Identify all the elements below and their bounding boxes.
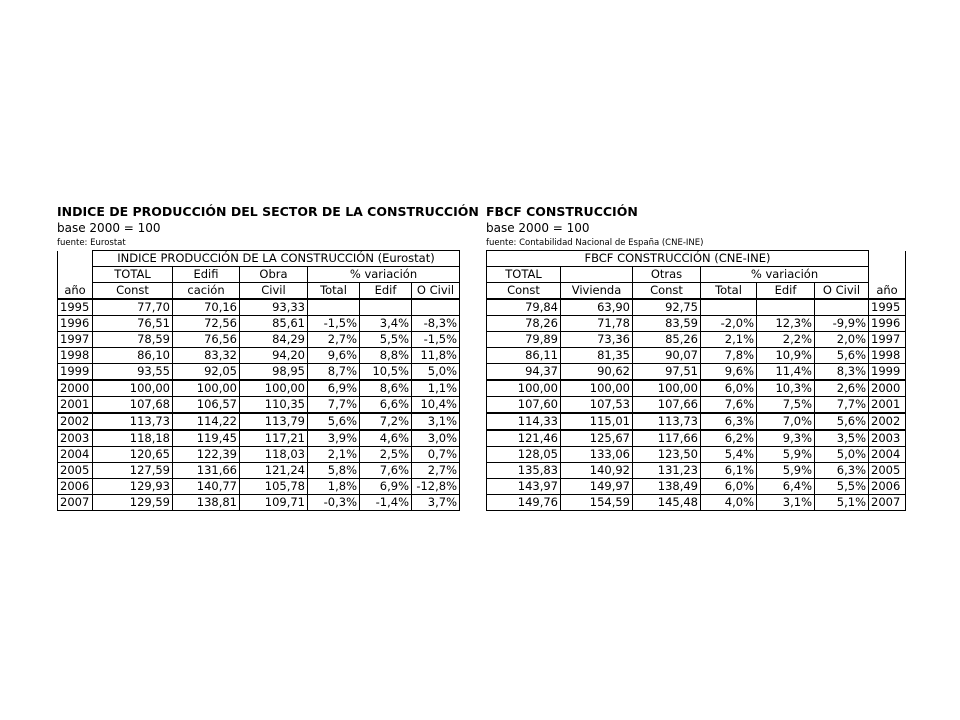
- value-cell: -1,5%: [412, 332, 460, 348]
- table-row: [487, 364, 906, 381]
- value-cell: 0,7%: [412, 447, 460, 463]
- value-cell: 85,61: [240, 316, 308, 332]
- value-cell: 84,29: [240, 332, 308, 348]
- value-cell: 5,5%: [360, 332, 412, 348]
- column-header: TOTAL: [487, 267, 561, 283]
- value-cell: 7,7%: [815, 397, 869, 414]
- column-header: O Civil: [815, 283, 869, 300]
- value-cell: 90,62: [561, 364, 633, 381]
- value-cell: 6,3%: [815, 463, 869, 479]
- value-cell: 12,3%: [757, 316, 815, 332]
- value-cell: 100,00: [240, 380, 308, 397]
- value-cell: -1,5%: [308, 316, 360, 332]
- value-cell: 76,51: [93, 316, 173, 332]
- value-cell: 94,37: [487, 364, 561, 381]
- value-cell: 113,73: [633, 413, 701, 430]
- year-cell: 2001: [58, 397, 93, 414]
- value-cell: 5,9%: [757, 463, 815, 479]
- value-cell: 2,7%: [308, 332, 360, 348]
- table-row: [487, 380, 906, 397]
- value-cell: 143,97: [487, 479, 561, 495]
- value-cell: 10,9%: [757, 348, 815, 364]
- column-header: O Civil: [412, 283, 460, 300]
- year-header-spacer: [869, 251, 906, 267]
- value-cell: 3,4%: [360, 316, 412, 332]
- value-cell: 7,2%: [360, 413, 412, 430]
- value-cell: 100,00: [173, 380, 240, 397]
- value-cell: [360, 299, 412, 316]
- value-cell: 107,60: [487, 397, 561, 414]
- value-cell: 94,20: [240, 348, 308, 364]
- value-cell: [308, 299, 360, 316]
- value-cell: 79,89: [487, 332, 561, 348]
- value-cell: 5,0%: [412, 364, 460, 381]
- value-cell: 3,9%: [308, 430, 360, 447]
- value-cell: 121,24: [240, 463, 308, 479]
- year-header-spacer: [869, 267, 906, 283]
- value-cell: 118,03: [240, 447, 308, 463]
- value-cell: 6,4%: [757, 479, 815, 495]
- column-header: Total: [701, 283, 757, 300]
- year-column-header: año: [58, 283, 93, 300]
- value-cell: 2,0%: [815, 332, 869, 348]
- value-cell: 4,0%: [701, 495, 757, 511]
- column-header: Vivienda: [561, 283, 633, 300]
- value-cell: 8,6%: [360, 380, 412, 397]
- value-cell: 7,6%: [701, 397, 757, 414]
- value-cell: 121,46: [487, 430, 561, 447]
- construction-production-index-section: [57, 203, 479, 511]
- value-cell: 9,3%: [757, 430, 815, 447]
- table-row: [58, 463, 460, 479]
- value-cell: 71,78: [561, 316, 633, 332]
- value-cell: 76,56: [173, 332, 240, 348]
- production-index-table: [57, 250, 460, 511]
- year-cell: 2002: [58, 413, 93, 430]
- value-cell: 92,05: [173, 364, 240, 381]
- value-cell: 113,73: [93, 413, 173, 430]
- section-title: INDICE DE PRODUCCIÓN DEL SECTOR DE LA CONSTRUCCIÓN: [57, 204, 479, 219]
- value-cell: 9,6%: [308, 348, 360, 364]
- value-cell: 10,5%: [360, 364, 412, 381]
- value-cell: 83,59: [633, 316, 701, 332]
- value-cell: 140,92: [561, 463, 633, 479]
- value-cell: 138,81: [173, 495, 240, 511]
- value-cell: [701, 299, 757, 316]
- table-row: [58, 332, 460, 348]
- source-note: fuente: Contabilidad Nacional de España (CNE-INE): [486, 238, 704, 248]
- value-cell: 100,00: [633, 380, 701, 397]
- value-cell: 7,0%: [757, 413, 815, 430]
- value-cell: [412, 299, 460, 316]
- value-cell: 8,7%: [308, 364, 360, 381]
- column-header: Edifi: [173, 267, 240, 283]
- value-cell: 5,1%: [815, 495, 869, 511]
- table-row: [58, 413, 460, 430]
- value-cell: -8,3%: [412, 316, 460, 332]
- year-cell: 2001: [869, 397, 906, 414]
- table-row: [487, 479, 906, 495]
- column-header: TOTAL: [93, 267, 173, 283]
- column-header: Otras: [633, 267, 701, 283]
- year-cell: 1998: [869, 348, 906, 364]
- year-cell: 1995: [58, 299, 93, 316]
- table-row: [487, 447, 906, 463]
- table-row: [58, 299, 460, 316]
- value-cell: 9,6%: [701, 364, 757, 381]
- value-cell: 86,10: [93, 348, 173, 364]
- year-header-spacer: [58, 267, 93, 283]
- year-column-header: año: [869, 283, 906, 300]
- value-cell: 154,59: [561, 495, 633, 511]
- table-row: [58, 380, 460, 397]
- value-cell: 128,05: [487, 447, 561, 463]
- value-cell: 107,53: [561, 397, 633, 414]
- value-cell: 133,06: [561, 447, 633, 463]
- table-row: [58, 316, 460, 332]
- value-cell: 5,9%: [757, 447, 815, 463]
- value-cell: 6,9%: [360, 479, 412, 495]
- value-cell: 78,59: [93, 332, 173, 348]
- value-cell: 5,5%: [815, 479, 869, 495]
- value-cell: 119,45: [173, 430, 240, 447]
- value-cell: 92,75: [633, 299, 701, 316]
- table-body: [487, 299, 906, 511]
- value-cell: 8,8%: [360, 348, 412, 364]
- year-cell: 2004: [58, 447, 93, 463]
- year-cell: 2007: [58, 495, 93, 511]
- value-cell: 6,1%: [701, 463, 757, 479]
- value-cell: 100,00: [561, 380, 633, 397]
- value-cell: 110,35: [240, 397, 308, 414]
- column-header: Total: [308, 283, 360, 300]
- table-row: [58, 479, 460, 495]
- year-cell: 2005: [869, 463, 906, 479]
- value-cell: 93,33: [240, 299, 308, 316]
- value-cell: 131,66: [173, 463, 240, 479]
- value-cell: 100,00: [93, 380, 173, 397]
- value-cell: 2,1%: [701, 332, 757, 348]
- value-cell: 83,32: [173, 348, 240, 364]
- value-cell: 149,76: [487, 495, 561, 511]
- value-cell: 79,84: [487, 299, 561, 316]
- value-cell: 118,18: [93, 430, 173, 447]
- year-cell: 1997: [869, 332, 906, 348]
- group-header: INDICE PRODUCCIÓN DE LA CONSTRUCCIÓN (Eurostat): [93, 251, 460, 267]
- value-cell: 8,3%: [815, 364, 869, 381]
- year-cell: 2003: [869, 430, 906, 447]
- year-cell: 1997: [58, 332, 93, 348]
- value-cell: 107,68: [93, 397, 173, 414]
- value-cell: 7,8%: [701, 348, 757, 364]
- value-cell: 98,95: [240, 364, 308, 381]
- value-cell: 6,3%: [701, 413, 757, 430]
- value-cell: 6,2%: [701, 430, 757, 447]
- year-cell: 1995: [869, 299, 906, 316]
- value-cell: 5,6%: [308, 413, 360, 430]
- value-cell: -0,3%: [308, 495, 360, 511]
- value-cell: 140,77: [173, 479, 240, 495]
- year-cell: 1996: [58, 316, 93, 332]
- table-row: [487, 413, 906, 430]
- value-cell: 100,00: [487, 380, 561, 397]
- table-row: [58, 364, 460, 381]
- value-cell: 97,51: [633, 364, 701, 381]
- value-cell: 145,48: [633, 495, 701, 511]
- value-cell: 77,70: [93, 299, 173, 316]
- value-cell: 114,22: [173, 413, 240, 430]
- column-header: Edif: [757, 283, 815, 300]
- value-cell: 122,39: [173, 447, 240, 463]
- column-header: [561, 267, 633, 283]
- value-cell: 7,7%: [308, 397, 360, 414]
- year-cell: 2003: [58, 430, 93, 447]
- value-cell: 2,7%: [412, 463, 460, 479]
- value-cell: -2,0%: [701, 316, 757, 332]
- value-cell: 4,6%: [360, 430, 412, 447]
- column-header: Const: [633, 283, 701, 300]
- value-cell: -9,9%: [815, 316, 869, 332]
- year-cell: 2006: [869, 479, 906, 495]
- column-header: Const: [93, 283, 173, 300]
- value-cell: 11,4%: [757, 364, 815, 381]
- table-row: [487, 495, 906, 511]
- table-row: [487, 299, 906, 316]
- value-cell: 135,83: [487, 463, 561, 479]
- value-cell: 113,79: [240, 413, 308, 430]
- value-cell: 120,65: [93, 447, 173, 463]
- value-cell: 3,1%: [412, 413, 460, 430]
- year-cell: 2005: [58, 463, 93, 479]
- table-row: [58, 495, 460, 511]
- year-cell: 2004: [869, 447, 906, 463]
- value-cell: 6,6%: [360, 397, 412, 414]
- value-cell: 5,0%: [815, 447, 869, 463]
- value-cell: 3,5%: [815, 430, 869, 447]
- table-row: [58, 397, 460, 414]
- year-cell: 2007: [869, 495, 906, 511]
- fbcf-construction-section: [486, 203, 926, 511]
- value-cell: 90,07: [633, 348, 701, 364]
- table-row: [487, 332, 906, 348]
- column-header: Edif: [360, 283, 412, 300]
- value-cell: 105,78: [240, 479, 308, 495]
- year-cell: 2000: [58, 380, 93, 397]
- value-cell: 7,6%: [360, 463, 412, 479]
- fbcf-table: [486, 250, 906, 511]
- value-cell: 63,90: [561, 299, 633, 316]
- value-cell: 138,49: [633, 479, 701, 495]
- table-row: [487, 397, 906, 414]
- group-header: FBCF CONSTRUCCIÓN (CNE-INE): [487, 251, 869, 267]
- value-cell: 115,01: [561, 413, 633, 430]
- year-header-spacer: [58, 251, 93, 267]
- value-cell: 125,67: [561, 430, 633, 447]
- year-cell: 1999: [869, 364, 906, 381]
- value-cell: -1,4%: [360, 495, 412, 511]
- value-cell: 85,26: [633, 332, 701, 348]
- value-cell: 109,71: [240, 495, 308, 511]
- value-cell: 129,93: [93, 479, 173, 495]
- value-cell: 86,11: [487, 348, 561, 364]
- value-cell: 2,2%: [757, 332, 815, 348]
- year-cell: 2006: [58, 479, 93, 495]
- value-cell: 5,4%: [701, 447, 757, 463]
- column-header: cación: [173, 283, 240, 300]
- value-cell: 1,8%: [308, 479, 360, 495]
- table-row: [58, 348, 460, 364]
- value-cell: 5,6%: [815, 348, 869, 364]
- value-cell: -12,8%: [412, 479, 460, 495]
- value-cell: 2,5%: [360, 447, 412, 463]
- value-cell: 131,23: [633, 463, 701, 479]
- value-cell: 93,55: [93, 364, 173, 381]
- value-cell: 127,59: [93, 463, 173, 479]
- value-cell: 81,35: [561, 348, 633, 364]
- value-cell: 117,66: [633, 430, 701, 447]
- value-cell: 2,6%: [815, 380, 869, 397]
- value-cell: 73,36: [561, 332, 633, 348]
- year-cell: 2000: [869, 380, 906, 397]
- table-body: [58, 299, 460, 511]
- value-cell: 129,59: [93, 495, 173, 511]
- column-header: Const: [487, 283, 561, 300]
- value-cell: 5,8%: [308, 463, 360, 479]
- value-cell: 2,1%: [308, 447, 360, 463]
- year-cell: 1998: [58, 348, 93, 364]
- value-cell: 7,5%: [757, 397, 815, 414]
- value-cell: 10,3%: [757, 380, 815, 397]
- value-cell: 10,4%: [412, 397, 460, 414]
- value-cell: 1,1%: [412, 380, 460, 397]
- value-cell: 114,33: [487, 413, 561, 430]
- year-cell: 1999: [58, 364, 93, 381]
- table-row: [487, 316, 906, 332]
- table-row: [487, 348, 906, 364]
- value-cell: 6,0%: [701, 380, 757, 397]
- base-note: base 2000 = 100: [57, 221, 161, 235]
- value-cell: 149,97: [561, 479, 633, 495]
- table-row: [58, 430, 460, 447]
- column-header: Civil: [240, 283, 308, 300]
- value-cell: 106,57: [173, 397, 240, 414]
- variation-header: % variación: [308, 267, 460, 283]
- value-cell: 117,21: [240, 430, 308, 447]
- value-cell: 3,0%: [412, 430, 460, 447]
- value-cell: 6,9%: [308, 380, 360, 397]
- table-row: [58, 447, 460, 463]
- column-header: Obra: [240, 267, 308, 283]
- value-cell: 5,6%: [815, 413, 869, 430]
- value-cell: 123,50: [633, 447, 701, 463]
- value-cell: 11,8%: [412, 348, 460, 364]
- value-cell: 70,16: [173, 299, 240, 316]
- variation-header: % variación: [701, 267, 869, 283]
- value-cell: 3,7%: [412, 495, 460, 511]
- year-cell: 1996: [869, 316, 906, 332]
- value-cell: 72,56: [173, 316, 240, 332]
- year-cell: 2002: [869, 413, 906, 430]
- base-note: base 2000 = 100: [486, 221, 590, 235]
- section-title: FBCF CONSTRUCCIÓN: [486, 204, 638, 219]
- value-cell: 6,0%: [701, 479, 757, 495]
- value-cell: 107,66: [633, 397, 701, 414]
- table-row: [487, 463, 906, 479]
- value-cell: 78,26: [487, 316, 561, 332]
- value-cell: [815, 299, 869, 316]
- table-row: [487, 430, 906, 447]
- value-cell: [757, 299, 815, 316]
- value-cell: 3,1%: [757, 495, 815, 511]
- source-note: fuente: Eurostat: [57, 238, 126, 248]
